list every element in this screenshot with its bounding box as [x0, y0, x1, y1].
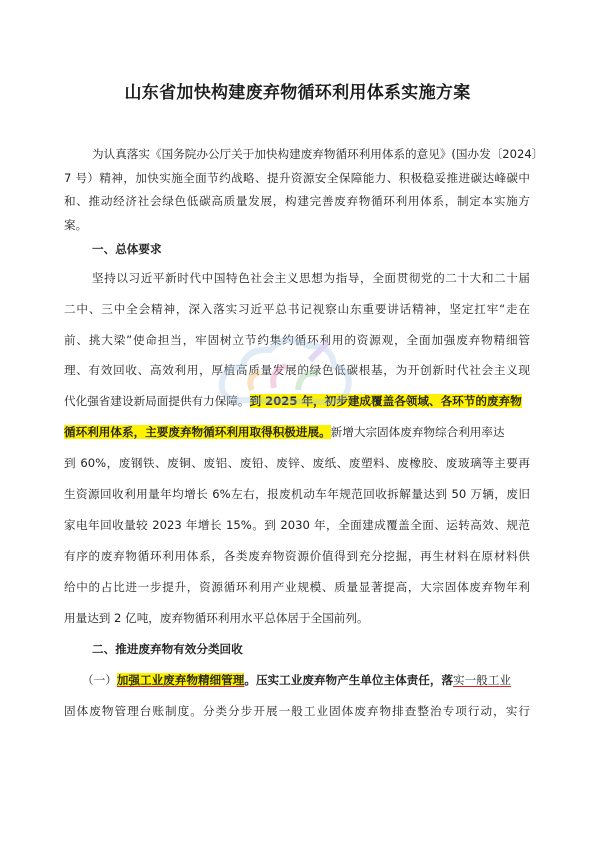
- section-1-line-7: 到 60%，废钢铁、废铜、废铝、废铅、废锌、废纸、废塑料、废橡胶、废玻璃等主要再: [64, 456, 530, 470]
- section-1-line-11: 给中的占比进一步提升，资源循环利用产业规模、质量显著提高，大宗固体废弃物年利: [64, 580, 530, 594]
- section-1-line-12: 用量达到 2 亿吨，废弃物循环利用水平总体居于全国前列。: [64, 611, 369, 625]
- intro-line-4: 案。: [64, 218, 88, 232]
- section-1-heading: 一、总体要求: [92, 242, 162, 256]
- section-2-heading: 二、推进废弃物有效分类回收: [92, 642, 243, 656]
- intro-line-2: 7 号）精神，加快实施全面节约战略、提升资源安全保障能力、积极稳妥推进碳达峰碳中: [64, 171, 530, 185]
- section-1-line-3: 前、挑大梁”使命担当，牢固树立节约集约循环利用的资源观，全面加强废弃物精细管: [64, 333, 530, 347]
- section-1-line-5a: 代化强省建设新局面提供有力保障。: [64, 394, 250, 408]
- intro-line-1: 为认真落实《国务院办公厅关于加快构建废弃物循环利用体系的意见》(国办发〔2024〕: [92, 147, 544, 161]
- highlight-industrial-waste: 加强工业废弃物精细管理: [116, 673, 245, 687]
- section-2-line-1: [82, 672, 511, 688]
- section-2-line-1c: 。压实工业废弃物产生单位主体责任，落: [244, 673, 454, 687]
- highlight-2025-target: 到 2025 年，初步建成覆盖各领域、各环节的废弃物: [249, 394, 522, 408]
- section-1-line-9: 家电年回收量较 2023 年增长 15%。到 2030 年，全面建成覆盖全面、运转高效、规范: [64, 518, 530, 532]
- section-1-line-8: 生资源回收利用量年均增长 6%左右，报废机动车年规范回收拆解量达到 50 万辆，废旧: [64, 487, 530, 501]
- section-1-line-6: [64, 424, 505, 440]
- document-title: 山东省加快构建废弃物循环利用体系实施方案: [124, 83, 471, 103]
- section-1-line-4: 理、有效回收、高效利用，厚植高质量发展的绿色低碳根基，为开创新时代社会主义现: [64, 363, 530, 377]
- section-1-line-6b: 新增大宗固体废弃物综合利用率达: [330, 425, 505, 439]
- section-1-line-2: 二中、三中全会精神，深入落实习近平总书记视察山东重要讲话精神，坚定扛牢“走在: [64, 302, 530, 316]
- section-2-line-2: 固体废物管理台账制度。分类分步开展一般工业固体废弃物排查整治专项行动，实行: [64, 704, 530, 718]
- section-1-line-10: 有序的废弃物循环利用体系，各类废弃物资源价值得到充分挖掘，再生材料在原材料供: [64, 549, 530, 563]
- underline-general-industrial: 实一般工业: [453, 673, 512, 687]
- intro-line-3: 和、推动经济社会绿色低碳高质量发展，构建完善废弃物循环利用体系，制定本实施方: [64, 194, 530, 208]
- highlight-recycling-progress: 循环利用体系，主要废弃物循环利用取得积极进展。: [64, 425, 331, 439]
- section-1-line-5: [64, 393, 522, 409]
- subsection-number: （一）: [82, 673, 117, 687]
- section-1-line-1: 坚持以习近平新时代中国特色社会主义思想为指导，全面贯彻党的二十大和二十届: [92, 271, 530, 285]
